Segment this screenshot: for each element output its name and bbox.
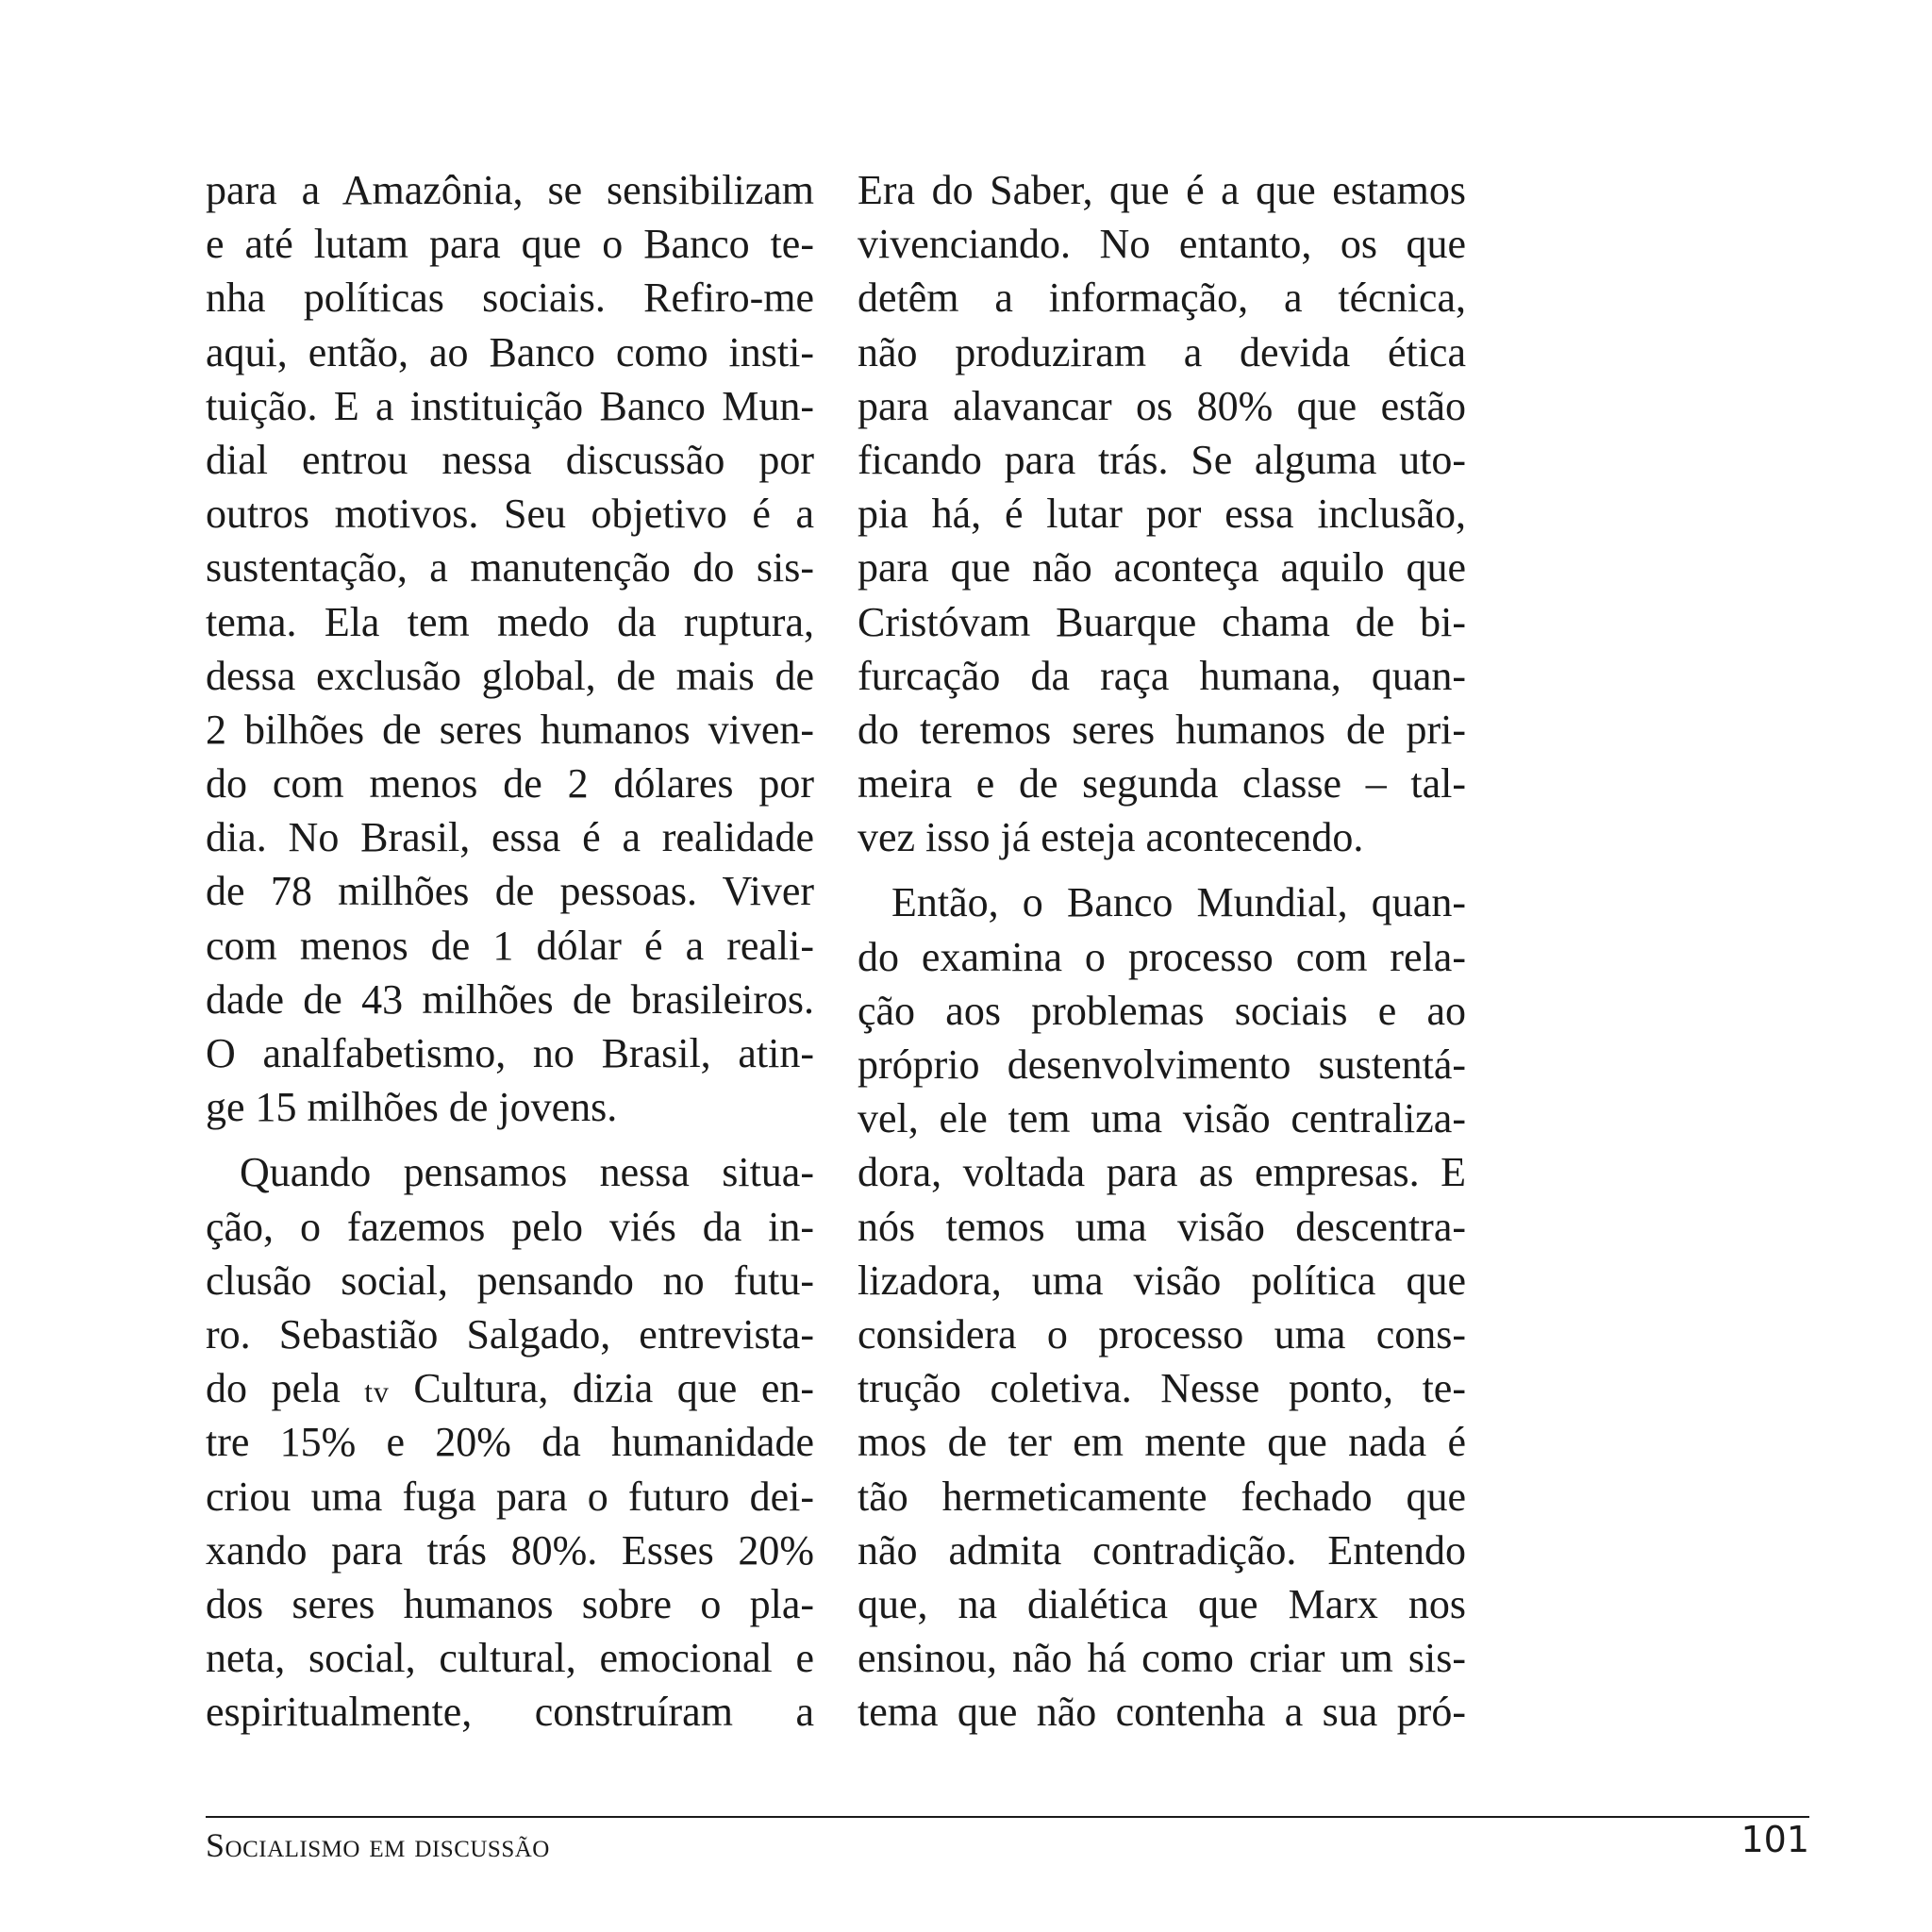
text-line: não produziram a devida ética: [858, 328, 1466, 375]
tv-abbreviation: tv: [364, 1375, 390, 1409]
text-line: dora, voltada para as empresas. E: [858, 1149, 1466, 1196]
paragraph: [858, 163, 1466, 864]
text-line: tão hermeticamente fechado que: [858, 1473, 1466, 1520]
text-line: espiritualmente, construíram a: [206, 1689, 814, 1736]
paragraph: [206, 163, 814, 1134]
text-line: neta, social, cultural, emocional e: [206, 1635, 814, 1682]
footer-divider: [206, 1816, 1809, 1818]
text-line: aqui, então, ao Banco como insti-: [206, 328, 814, 375]
text-line: dos seres humanos sobre o pla-: [206, 1580, 814, 1627]
text-line: dade de 43 milhões de brasileiros.: [206, 975, 814, 1023]
text-line: [206, 1361, 814, 1415]
text-line: do examina o processo com rela-: [858, 933, 1466, 980]
text-line: Quando pensamos nessa situa-: [240, 1149, 814, 1196]
text-line: lizadora, uma visão política que: [858, 1257, 1466, 1304]
text-line: para que não aconteça aquilo que: [858, 544, 1466, 591]
paragraph: [858, 875, 1466, 1739]
text-line: para a Amazônia, se sensibilizam: [206, 167, 814, 213]
text-line: tema. Ela tem medo da ruptura,: [206, 598, 814, 645]
paragraph-gap: [206, 1134, 814, 1145]
text-line: Cristóvam Buarque chama de bi-: [858, 598, 1466, 645]
text-line: vez isso já esteja acontecendo.: [858, 814, 1364, 861]
text-column-left: [206, 163, 814, 1739]
text-line: para alavancar os 80% que estão: [858, 382, 1466, 429]
text-line: do com menos de 2 dólares por: [206, 760, 814, 808]
text-fragment: do pela: [206, 1365, 365, 1412]
text-line: vel, ele tem uma visão centraliza-: [858, 1095, 1466, 1142]
text-line: ção, o fazemos pelo viés da in-: [206, 1203, 814, 1250]
text-line: ro. Sebastião Salgado, entrevista-: [206, 1310, 814, 1357]
text-fragment: Cultura, dizia que en-: [389, 1365, 814, 1412]
text-line: ficando para trás. Se alguma uto-: [858, 436, 1466, 483]
text-line: ensinou, não há como criar um sis-: [858, 1635, 1466, 1682]
paragraph: [206, 1145, 814, 1739]
text-line: tuição. E a instituição Banco Mun-: [206, 382, 814, 429]
text-line: tre 15% e 20% da humanidade: [206, 1419, 814, 1466]
text-line: não admita contradição. Entendo: [858, 1526, 1466, 1574]
text-line: do teremos seres humanos de pri-: [858, 706, 1466, 753]
text-line: criou uma fuga para o futuro dei-: [206, 1473, 814, 1520]
running-footer-title: Socialismo em discussão: [206, 1826, 550, 1864]
page-number: 101: [1740, 1819, 1809, 1860]
text-line: dial entrou nessa discussão por: [206, 436, 814, 483]
text-line: outros motivos. Seu objetivo é a: [206, 491, 814, 538]
text-line: meira e de segunda classe – tal-: [858, 760, 1466, 808]
text-line: furcação da raça humana, quan-: [858, 652, 1466, 699]
text-line: Então, o Banco Mundial, quan-: [891, 879, 1466, 926]
text-line: vivenciando. No entanto, os que: [858, 221, 1466, 268]
text-line: O analfabetismo, no Brasil, atin-: [206, 1030, 814, 1076]
text-line: clusão social, pensando no futu-: [206, 1257, 814, 1304]
text-line: nós temos uma visão descentra-: [858, 1203, 1466, 1250]
text-line: tema que não contenha a sua pró-: [858, 1689, 1466, 1736]
text-line: dia. No Brasil, essa é a realidade: [206, 814, 814, 861]
text-line: com menos de 1 dólar é a reali-: [206, 922, 814, 969]
text-column-right: [858, 163, 1466, 1739]
text-line: mos de ter em mente que nada é: [858, 1419, 1466, 1466]
text-line: e até lutam para que o Banco te-: [206, 221, 814, 268]
text-line: 2 bilhões de seres humanos viven-: [206, 706, 814, 753]
text-line: próprio desenvolvimento sustentá-: [858, 1041, 1466, 1088]
text-line: xando para trás 80%. Esses 20%: [206, 1526, 814, 1574]
text-line: detêm a informação, a técnica,: [858, 275, 1466, 322]
text-line: pia há, é lutar por essa inclusão,: [858, 491, 1466, 538]
text-line: ge 15 milhões de jovens.: [206, 1084, 618, 1131]
paragraph-gap: [858, 864, 1466, 875]
text-line: de 78 milhões de pessoas. Viver: [206, 868, 814, 915]
text-line: que, na dialética que Marx nos: [858, 1580, 1466, 1627]
text-line: ção aos problemas sociais e ao: [858, 987, 1466, 1034]
text-line: Era do Saber, que é a que estamos: [858, 167, 1466, 213]
text-line: considera o processo uma cons-: [858, 1310, 1466, 1357]
text-line: trução coletiva. Nesse ponto, te-: [858, 1365, 1466, 1412]
text-line: sustentação, a manutenção do sis-: [206, 544, 814, 591]
text-line: dessa exclusão global, de mais de: [206, 652, 814, 699]
text-line: nha políticas sociais. Refiro-me: [206, 275, 814, 322]
